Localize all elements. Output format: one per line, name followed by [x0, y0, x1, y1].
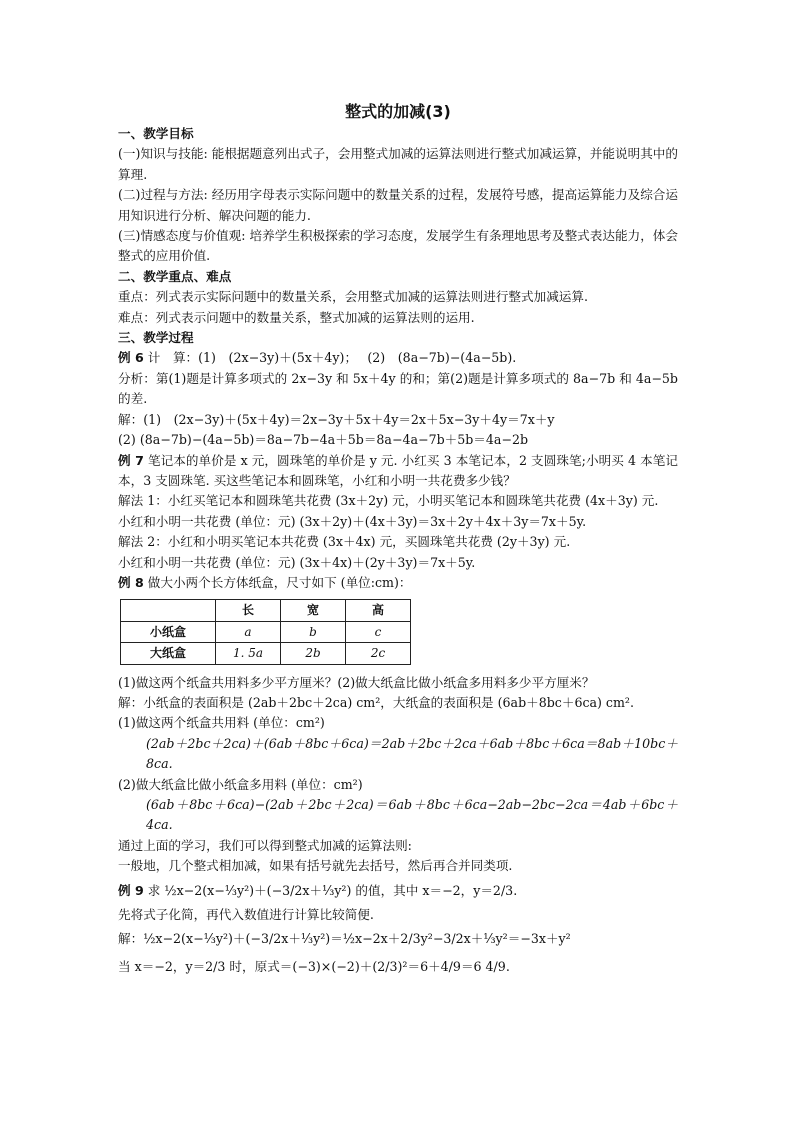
table-header-cell [121, 600, 216, 621]
table-row [121, 621, 411, 642]
goal-attitude: (三)情感态度与价值观: 培养学生积极探索的学习态度，发展学生有条理地思考及整式表达能力，体会整式的应用价值. [118, 228, 678, 264]
key-point: 重点：列式表示实际问题中的数量关系，会用整式加减的运算法则进行整式加减运算. [118, 289, 588, 305]
example-9-solution: 解：½x−2(x−⅓y²)＋(−3/2x＋⅓y²)＝½x−2x＋2/3y²−3/2x＋⅓y²＝−3x＋y² [118, 931, 571, 947]
table-cell: 2b [281, 643, 346, 664]
example-8-text: 做大小两个长方体纸盒，尺寸如下 (单位:cm)： [143, 574, 412, 590]
rule-statement: 一般地，几个整式相加减，如果有括号就先去括号，然后再合并同类项. [118, 858, 513, 874]
example-6-solution-2: (2) (8a−7b)−(4a−5b)＝8a−7b−4a＋5b＝8a−4a−7b＋5b＝4a−2b [118, 432, 529, 448]
example-6 [118, 348, 678, 368]
table-row-label: 小纸盒 [121, 621, 216, 642]
page-title: 整式的加减(3) [345, 102, 451, 121]
example-6-analysis: 分析：第(1)题是计算多项式的 2x−3y 和 5x＋4y 的和；第(2)题是计算多项式的 8a−7b 和 4a−5b 的差. [118, 370, 678, 407]
table-header-cell: 高 [346, 600, 411, 621]
example-6-label: 例 6 [118, 350, 144, 366]
example-8-questions: (1)做这两个纸盒共用料多少平方厘米？(2)做大纸盒比做小纸盒多用料多少平方厘米？ [118, 674, 595, 690]
table-cell: c [346, 621, 411, 642]
table-cell: 1. 5a [216, 643, 281, 664]
section-heading-goals: 一、教学目标 [118, 126, 194, 141]
example-6-solution-1: 解：(1) (2x−3y)＋(5x＋4y)＝2x−3y＋5x＋4y＝2x＋5x−3y＋4y＝7x＋y [118, 411, 555, 427]
example-7-text: 笔记本的单价是 x 元，圆珠笔的单价是 y 元. 小红买 3 本笔记本，2 支圆珠笔;小明买 4 本笔记本，3 支圆珠笔. 买这些笔记本和圆珠笔，小红和小明一共花费多少钱？ [118, 452, 678, 488]
table-header-row [121, 600, 411, 621]
example-8-solution-intro: 解：小纸盒的表面积是 (2ab＋2bc＋2ca) cm²，大纸盒的表面积是 (6ab＋8bc＋6ca) cm². [118, 694, 634, 710]
example-7-method-1a: 解法 1：小红买笔记本和圆珠笔共花费 (3x＋2y) 元，小明买笔记本和圆珠笔共花费 (4x＋3y) 元. [118, 493, 659, 509]
goal-process: (二)过程与方法: 经历用字母表示实际问题中的数量关系的过程，发展符号感，提高运算能力及综合运用知识进行分析、解决问题的能力. [118, 187, 678, 223]
rule-intro: 通过上面的学习，我们可以得到整式加减的运算法则: [118, 837, 412, 853]
example-8-part-2-expression: (6ab＋8bc＋6ca)−(2ab＋2bc＋2ca)＝6ab＋8bc＋6ca−2ab−2bc−2ca＝4ab＋6bc＋4ca. [146, 797, 678, 833]
table-row-label: 大纸盒 [121, 643, 216, 664]
example-7 [118, 451, 678, 492]
document-page [118, 100, 678, 981]
example-8-label: 例 8 [118, 574, 144, 590]
example-9-note: 先将式子化简，再代入数值进行计算比较简便. [118, 906, 374, 922]
section-heading-key-points: 二、教学重点、难点 [118, 268, 232, 284]
table-header-cell: 宽 [281, 600, 346, 621]
example-9-final: 当 x＝−2，y＝2/3 时，原式＝(−3)×(−2)＋(2/3)²＝6＋4/9＝6 4/9. [118, 959, 510, 975]
example-7-label: 例 7 [118, 452, 144, 468]
example-7-method-2a: 解法 2：小红和小明买笔记本共花费 (3x＋4x) 元，买圆珠笔共花费 (2y＋3y) 元. [118, 534, 571, 550]
box-size-table [120, 599, 411, 664]
table-header-cell: 长 [216, 600, 281, 621]
table-cell: a [216, 621, 281, 642]
example-7-method-2b: 小红和小明一共花费 (单位：元) (3x＋4x)＋(2y＋3y)＝7x＋5y. [118, 554, 476, 570]
table-cell: b [281, 621, 346, 642]
example-8 [118, 573, 678, 593]
section-heading-process: 三、教学过程 [118, 330, 194, 346]
example-8-part-1: (1)做这两个纸盒共用料 (单位：cm²) [118, 715, 325, 731]
example-8-part-2: (2)做大纸盒比做小纸盒多用料 (单位：cm²) [118, 776, 363, 792]
example-6-text: 计 算：(1) (2x−3y)＋(5x＋4y)； (2) (8a−7b)−(4a−5b). [143, 350, 517, 366]
table-cell: 2c [346, 643, 411, 664]
difficulty-point: 难点：列式表示问题中的数量关系，整式加减的运算法则的运用. [118, 309, 475, 325]
example-7-method-1b: 小红和小明一共花费 (单位：元) (3x＋2y)＋(4x＋3y)＝3x＋2y＋4x＋3y＝7x＋5y. [118, 513, 587, 529]
example-9-text: 求 ½x−2(x−⅓y²)＋(−3/2x＋⅓y²) 的值，其中 x＝−2，y＝2/3. [147, 882, 518, 898]
example-9-label: 例 9 [118, 882, 144, 898]
table-row [121, 643, 411, 664]
example-8-part-1-expression: (2ab＋2bc＋2ca)＋(6ab＋8bc＋6ca)＝2ab＋2bc＋2ca＋6ab＋8bc＋6ca＝8ab＋10bc＋8ca. [146, 735, 678, 772]
goal-knowledge: (一)知识与技能: 能根据题意列出式子，会用整式加减的运算法则进行整式加减运算，并能说明其中的算理. [118, 146, 678, 182]
example-9 [118, 877, 678, 905]
